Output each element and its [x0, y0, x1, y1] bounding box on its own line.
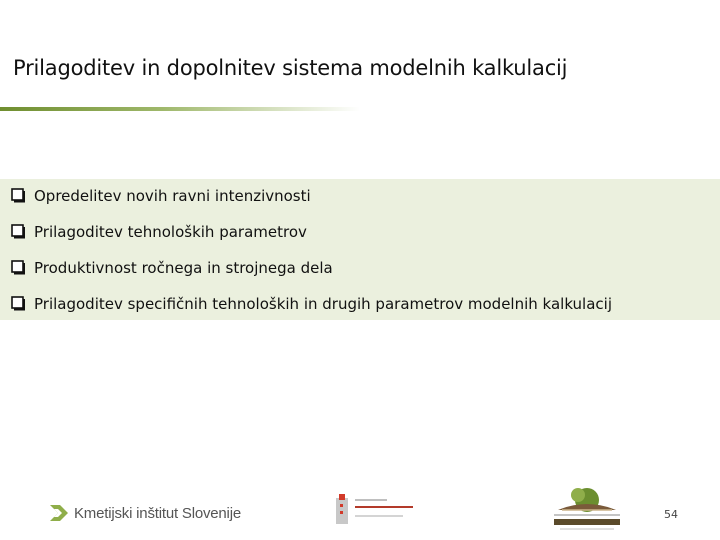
bullet-item	[10, 184, 311, 208]
bullet-item	[10, 256, 333, 280]
bullet-text: Prilagoditev tehnoloških parametrov	[34, 223, 307, 241]
bullet-text: Opredelitev novih ravni intenzivnosti	[34, 187, 311, 205]
checkbox-bullet-icon	[10, 296, 26, 312]
bullet-text: Produktivnost ročnega in strojnega dela	[34, 259, 333, 277]
kis-logo-text: Kmetijski inštitut Slovenije	[74, 504, 241, 522]
bullet-item	[10, 220, 307, 244]
university-logo	[548, 483, 626, 531]
checkbox-bullet-icon	[10, 188, 26, 204]
faculty-logo	[333, 488, 423, 528]
bullet-text: Prilagoditev specifičnih tehnoloških in drugih parametrov modelnih kalkulacij	[34, 295, 612, 313]
checkbox-bullet-icon	[10, 260, 26, 276]
page-number: 54	[664, 508, 678, 521]
kis-logo	[48, 500, 241, 526]
kis-chevron-icon	[48, 502, 70, 524]
title-underline	[0, 107, 360, 111]
bullet-item	[10, 292, 612, 316]
checkbox-bullet-icon	[10, 224, 26, 240]
slide-title: Prilagoditev in dopolnitev sistema modelnih kalkulacij	[13, 56, 568, 80]
